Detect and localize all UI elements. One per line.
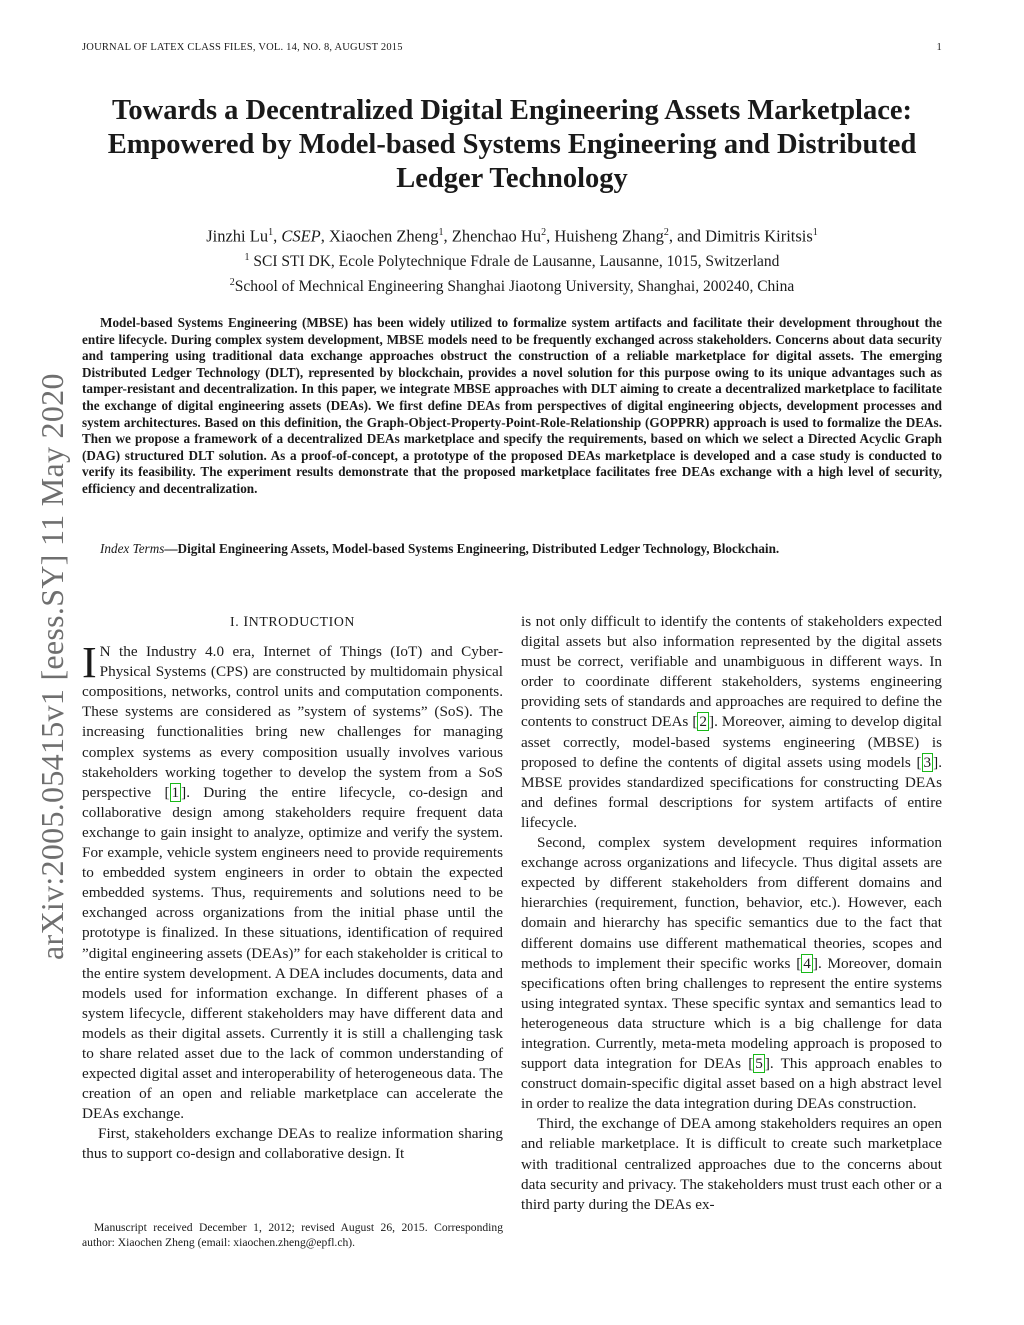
paragraph-text: . Moreover, aiming to develop digital asset correctly, model-based systems engineering (MBSE) is proposed to define the contents of digital assets using models	[521, 713, 942, 771]
affiliation-sup: 2	[229, 276, 235, 288]
affiliation-text: SCI STI DK, Ecole Polytechnique Fdrale de Lausanne, Lausanne, 1015, Switzerland	[253, 252, 780, 270]
title-line: Empowered by Model-based Systems Engineering and Distributed	[107, 129, 917, 160]
author-name: and Dimitris Kiritsis	[677, 226, 813, 246]
author-sup: 2	[541, 227, 547, 238]
title-line: Towards a Decentralized Digital Engineering Assets Marketplace:	[111, 95, 913, 126]
author-name: Xiaochen Zheng	[329, 226, 439, 246]
page-number: 1	[936, 42, 942, 53]
paragraph-text: is not only difficult to identify the contents of stakeholders expected digital assets but also information represented by the digital assets must be correct, verifiable and unambiguous in different ways. In order to coordinate different stakeholders, systems engineering providing sets of standards and approaches are required to define the contents to construct DEAs	[521, 613, 942, 731]
section-title-initial: I	[243, 614, 249, 630]
author-name: Zhenchao Hu	[451, 226, 542, 246]
author-name: Huisheng Zhang	[554, 226, 664, 246]
paragraph-text: . Moreover, domain specifications often bring challenges to represent the entire systems using integrated syntax. These specific syntax and semantics lead to heterogeneous data structure which is a big challenge for data integration. Currently, meta-meta modeling approach is proposed to support data integration for DEAs	[521, 954, 942, 1073]
paragraph-text: N the Industry 4.0 era, Internet of Things (IoT) and Cyber-Physical Systems (CPS) are constructed by multidomain physical compositions, networks, control units and computation components. These systems are considered as ”system of systems” (SoS). The increasing functionalities bring new challenges for managing complex systems as every composition usually involves various stakeholders working together to develop the system from a SoS perspective	[82, 643, 503, 801]
affiliation-text: School of Mechnical Engineering Shanghai Jiaotong University, Shanghai, 200240, China	[234, 277, 795, 295]
affiliation-2	[82, 272, 942, 297]
paragraph: First, stakeholders exchange DEAs to realize information sharing thus to support co-design and collaborative design. It	[82, 1125, 503, 1163]
index-terms	[82, 541, 942, 557]
author-name: Jinzhi Lu	[206, 226, 269, 246]
paragraph-text: . During the entire lifecycle, co-design and collaborative design among stakeholders require frequent data exchange to gain insight to analyze, optimize and verify the system. For example, vehicle system engineers need to provide requirements to embedded system engineers in order to obtain the expected embedded systems. Thus, requirements and solutions need to be exchanged across organizations from the initial phase until the prototype is finalized. In these situations, identification of required ”digital engineering assets (DEAs)” for each stakeholder is critical to the entire system development. A DEA includes documents, data and models used for information exchange. In different phases of a system lifecycle, different stakeholders may have different data and models as their digital assets. Currently it is still a challenging task to share related asset due to the lack of common understanding of expected digital asset and interoperability of heterogeneous data. The creation of an open and reliable marketplace can accelerate the DEAs exchange.	[82, 783, 504, 1123]
citation-link[interactable]: 1	[171, 783, 180, 801]
section-number: I.	[230, 614, 240, 629]
citation-link[interactable]: 4	[803, 954, 811, 972]
index-terms-text: —Digital Engineering Assets, Model-based Systems Engineering, Distributed Ledger Technology, Blockchain.	[164, 541, 780, 556]
journal-header: JOURNAL OF LATEX CLASS FILES, VOL. 14, NO. 8, AUGUST 2015	[82, 42, 403, 53]
abstract: Model-based Systems Engineering (MBSE) has been widely utilized to formalize system artifacts and facilitate their development throughout the entire lifecycle. During complex system development, MBSE models need to be frequently exchanged across stakeholders. Concerns about data security and tampering using traditional data exchange approaches obstruct the construction of a reliable marketplace for digital assets. The emerging Distributed Ledger Technology (DLT), represented by blockchain, provides a novel solution for this purpose owing to its unique advantages such as tamper-resistant and decentralization. In this paper, we integrate MBSE approaches with DLT aiming to create a decentralized marketplace to facilitate the exchange of digital engineering assets (DEAs). We first define DEAs from perspectives of digital engineering objects, development processes and system architectures. Based on this definition, the Graph-Object-Property-Point-Role-Relationship (GOPPRR) approach is used to formalize the DEAs. Then we propose a framework of a decentralized DEAs marketplace and specify the requirements, based on which we select a Directed Acyclic Graph (DAG) structured DLT solution. As a proof-of-concept, a prototype of the proposed DEAs marketplace is developed and a case study is conducted to verify its feasibility. The experiment results demonstrate that the proposed marketplace facilitates free DEAs exchange with a high level of security, efficiency and decentralization.	[82, 315, 942, 496]
paragraph: I N the Industry 4.0 era, Internet of Things (IoT) and Cyber-Physical Systems (CPS) are constructed by multidomain physical compositions, networks, control units and computation components. These systems are considered as ”system of systems” (SoS). The increasing functionalities bring new challenges for managing complex systems as every composition usually involves various stakeholders working together to develop the system from a SoS perspective [ 1 ]. During the entire lifecycle, co-design and collaborative design among stakeholders require frequent data exchange to gain insight to analyze, optimize and verify the system. For example, vehicle system engineers need to provide requirements to embedded system engineers in order to obtain the expected embedded systems. Thus, requirements and solutions need to be exchanged across organizations from the initial phase until the prototype is finalized. In these situations, identification of required ”digital engineering assets (DEAs)” for each stakeholder is critical to the entire system development. A DEA includes documents, data and models used for information exchange. In different phases of a system lifecycle, different stakeholders may have different data and models as their digital assets. Currently it is still a challenging task to share related asset due to the lack of common understanding of expected digital asset and interoperability of heterogeneous data. The creation of an open and reliable marketplace can accelerate the DEAs exchange.	[82, 638, 504, 1123]
author-sup: 1	[812, 227, 818, 238]
paragraph-text: Second, complex system development requires information exchange across organizations and lifecycle. Thus digital assets are expected by different stakeholders from different domains and hierarchies (requirement, function, behavior, etc.). However, each domain and hierarchy has specific semantics due to the fact that different domains use different mathematical theories, scopes and methods to implement their specific works	[521, 834, 942, 972]
paragraph: Second, complex system development requires information exchange across organizations and lifecycle. Thus digital assets are expected by different stakeholders from different domains and hierarchies (requirement, function, behavior, etc.). However, each domain and hierarchy has specific semantics due to the fact that different domains use different mathematical theories, scopes and methods to implement their specific works [ 4 ]. Moreover, domain specifications often bring challenges to represent the entire systems using integrated syntax. These specific syntax and semantics lead to heterogeneous data structure which is a big challenge for data integration. Currently, meta-meta modeling approach is proposed to support data integration for DEAs [ 5 ]. This approach enables to construct domain-specific digital asset based on a high abstract level in order to realize the data integration during DEAs construction.	[521, 834, 942, 1113]
footnote: Manuscript received December 1, 2012; revised August 26, 2015. Corresponding author: Xiaochen Zheng (email: xiaochen.zheng@epfl.ch).	[82, 1221, 503, 1249]
drop-cap: I	[82, 638, 97, 688]
author-sup: 2	[663, 227, 669, 238]
citation-link[interactable]: 2	[699, 713, 708, 731]
arxiv-identifier: arXiv:2005.05415v1 [eess.SY] 11 May 2020	[34, 373, 70, 960]
section-title-rest: NTRODUCTION	[248, 614, 355, 629]
author-sup: 1	[268, 227, 274, 238]
section-heading	[82, 612, 503, 632]
author-sup: 1	[438, 227, 444, 238]
author-list: Jinzhi Lu$^1$, CSEP, Xiaochen Zheng$^1$, Zhenchao Hu$^2$, Huisheng Zhang$^2$, and Dimitris Kiritsis$^1$	[206, 226, 818, 246]
paragraph: Third, the exchange of DEA among stakeholders requires an open and reliable marketplace. It is difficult to create such marketplace with traditional centralized approaches due to the concerns about data security and privacy. The stakeholders must trust each other or a third party during the DEAs ex-	[521, 1115, 942, 1213]
paragraph: is not only difficult to identify the contents of stakeholders expected digital assets but also information represented by the digital assets must be correct, verifiable and unambiguous in different ways. In order to coordinate different stakeholders, systems engineering providing sets of standards and approaches are required to define the contents to construct DEAs [ 2 ]. Moreover, aiming to develop digital asset correctly, model-based systems engineering (MBSE) is proposed to define the contents of digital assets using models [ 3 ]. MBSE provides standardized specifications for constructing DEAs and defines formal descriptions for system artifacts of entire lifecycle.	[521, 613, 942, 831]
paragraph-text: . MBSE provides standardized specifications for constructing DEAs and defines formal descriptions for system artifacts of entire lifecycle.	[521, 753, 942, 831]
citation-link[interactable]: 3	[923, 753, 932, 771]
affiliation-sup: 1	[244, 251, 250, 263]
left-column	[82, 612, 503, 1165]
author-block	[82, 222, 942, 297]
right-column	[521, 612, 942, 1215]
affiliation-1	[82, 247, 942, 272]
title-line: Ledger Technology	[396, 163, 628, 194]
index-terms-label: Index Terms	[100, 541, 165, 556]
paragraph-text: . This approach enables to construct domain-specific digital asset based on a high abstract level in order to realize the data integration during DEAs construction.	[521, 1055, 942, 1113]
citation-link[interactable]: 5	[755, 1055, 763, 1073]
author-name: CSEP	[281, 226, 321, 246]
paper-title	[82, 94, 942, 196]
